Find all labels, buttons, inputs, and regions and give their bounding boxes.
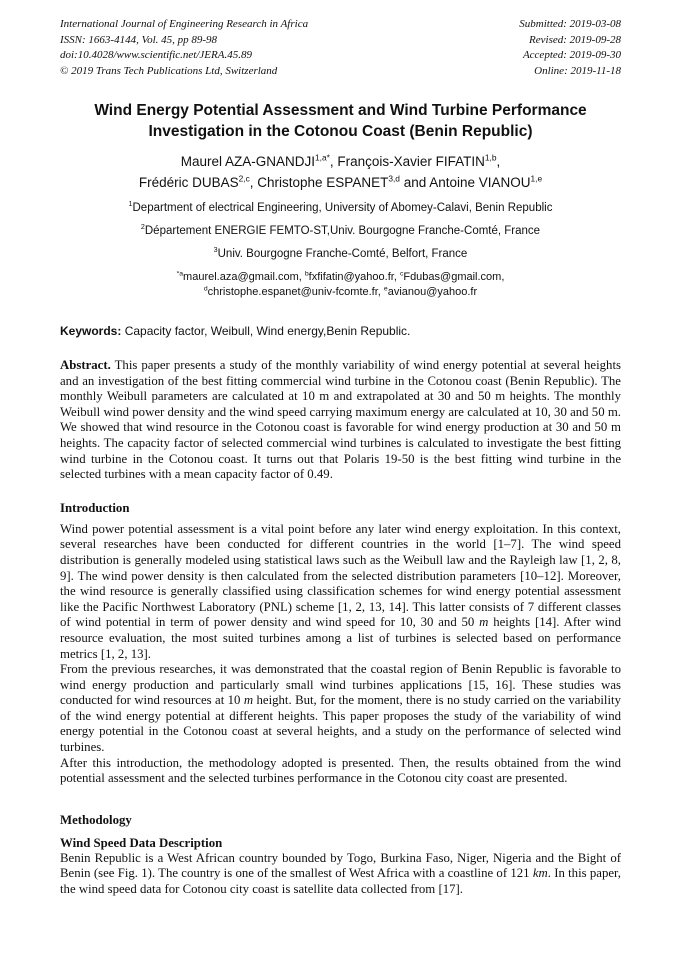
methodology-paragraph-1: Benin Republic is a West African country bounded by Togo, Burkina Faso, Niger, Nigeria and the Bight of Benin (see Fig. 1). The country is one of the smallest of West Africa with a coastline of 121 km. In this paper, the wind speed data for Cotonou city coast is satellite data collected from [17]. [60, 850, 621, 897]
wind-speed-data-description-heading: Wind Speed Data Description [60, 835, 223, 850]
submitted-date: Submitted: 2019-03-08 [519, 18, 621, 30]
journal-copyright: © 2019 Trans Tech Publications Ltd, Switzerland [60, 64, 278, 77]
journal-issn-volume: ISSN: 1663-4144, Vol. 45, pp 89-98 [60, 33, 218, 46]
keywords-line: Keywords: Capacity factor, Weibull, Wind energy,Benin Republic. [60, 324, 411, 338]
journal-doi: doi:10.4028/www.scientific.net/JERA.45.89 [60, 49, 252, 61]
abstract-paragraph: Abstract. This paper presents a study of the monthly variability of wind energy potential at several heights and an investigation of the best fitting commercial wind turbine in the Cotonou coast (Benin Republic). The monthly Weibull parameters are calculated at 10 m and extrapolated at 30 and 50 m heights. The monthly Weibull wind power density and the wind speed carrying maximum energy are calculated at 10, 30 and 50 m. We showed that wind resource in the Cotonou coast is favorable for wind energy production at 30 and 50 m heights. The capacity factor of selected commercial wind turbines is calculated to investigate the best fitting wind turbine in the Cotonou coast. It turns out that Polaris 19-50 is the best fitting wind turbine in the selected turbines with a mean capacity factor of 0.49. [60, 358, 621, 482]
author-line-2: Frédéric DUBAS$^{2,c}$, Christophe ESPANET$^{3,d}$ and Antoine VIANOU$^{1,e}$ [138, 173, 543, 190]
introduction-heading: Introduction [60, 500, 130, 515]
introduction-paragraph-3: After this introduction, the methodology adopted is presented. Then, the results obtained from the wind potential assessment and the selected turbines performance in the Cotonou city coast are presented. [60, 755, 621, 786]
introduction-paragraph-1: Wind power potential assessment is a vital point before any later wind energy exploitation. In this context, several researches have been conducted for different countries in the world [1–7]. The wind speed distribution is generally modeled using statistical laws such as the Weibull law and the Rayleigh law [1, 2, 8, 9]. The wind power density is then calculated from the selected distribution parameters [10–12]. Moreover, the wind resource is generally classified using classification schemes for wind energy potential assessment like the Pacific Northwest Laboratory (PNL) scheme [1, 2, 13, 14]. This latter consists of 7 different classes of wind potential in term of power density and wind speed for 10, 30 and 50 m heights [14]. After wind resource evaluation, the most suited turbines among a list of turbines is selected based on performance metrics [1, 2, 13]. [60, 521, 621, 661]
author-line-1: Maurel AZA-$GNANDJI^{1,a*}$, François-Xavier FIFATIN$^{1,b}$, [180, 152, 501, 169]
accepted-date: Accepted: 2019-09-30 [522, 49, 621, 61]
affiliations-block [60, 201, 621, 262]
journal-name: International Journal of Engineering Research in Africa [60, 18, 309, 30]
affiliation-2: $^2$Département ENERGIE FEMTO-ST,Univ. Bourgogne Franche-Comté, France [140, 223, 541, 237]
authors-block [60, 151, 621, 193]
online-date: Online: 2019-11-18 [534, 64, 621, 77]
emails-block [60, 270, 621, 300]
journal-info [60, 17, 308, 79]
journal-header [60, 17, 621, 79]
affiliation-3: $^3$Univ. Bourgogne Franche-Comté, Belfort, France [213, 246, 468, 260]
email-line-2: $^d$christophe.espanet@univ-fcomte.fr, $^e$avianou@yahoo.fr [203, 285, 478, 298]
submission-dates [519, 17, 621, 79]
revised-date: Revised: 2019-09-28 [529, 33, 621, 46]
affiliation-1: $^1$Department of electrical Engineering, University of Abomey-Calavi, Benin Republic [128, 200, 553, 214]
email-line-1: $^{*a}$maurel.aza@gmail.com, $^b$fxfifatin@yahoo.fr, $^c$Fdubas@gmail.com, [176, 270, 505, 283]
paper-title: Wind Energy Potential Assessment and Wind Turbine Performance Investigation in the Cotonou Coast (Benin Republic) [94, 102, 587, 140]
introduction-paragraph-2: From the previous researches, it was demonstrated that the coastal region of Benin Republic is favorable to wind energy production and particularly small wind turbines applications [15, 16]. These studies was conducted for wind resources at 10 m height. But, for the moment, there is no study carried on the variability of the wind energy potential at different heights. This paper proposes the study of the variability of wind energy potential in the Cotonou coast at several heights, and a study on the performance of selected wind turbines. [60, 662, 621, 755]
methodology-heading: Methodology [60, 812, 132, 827]
